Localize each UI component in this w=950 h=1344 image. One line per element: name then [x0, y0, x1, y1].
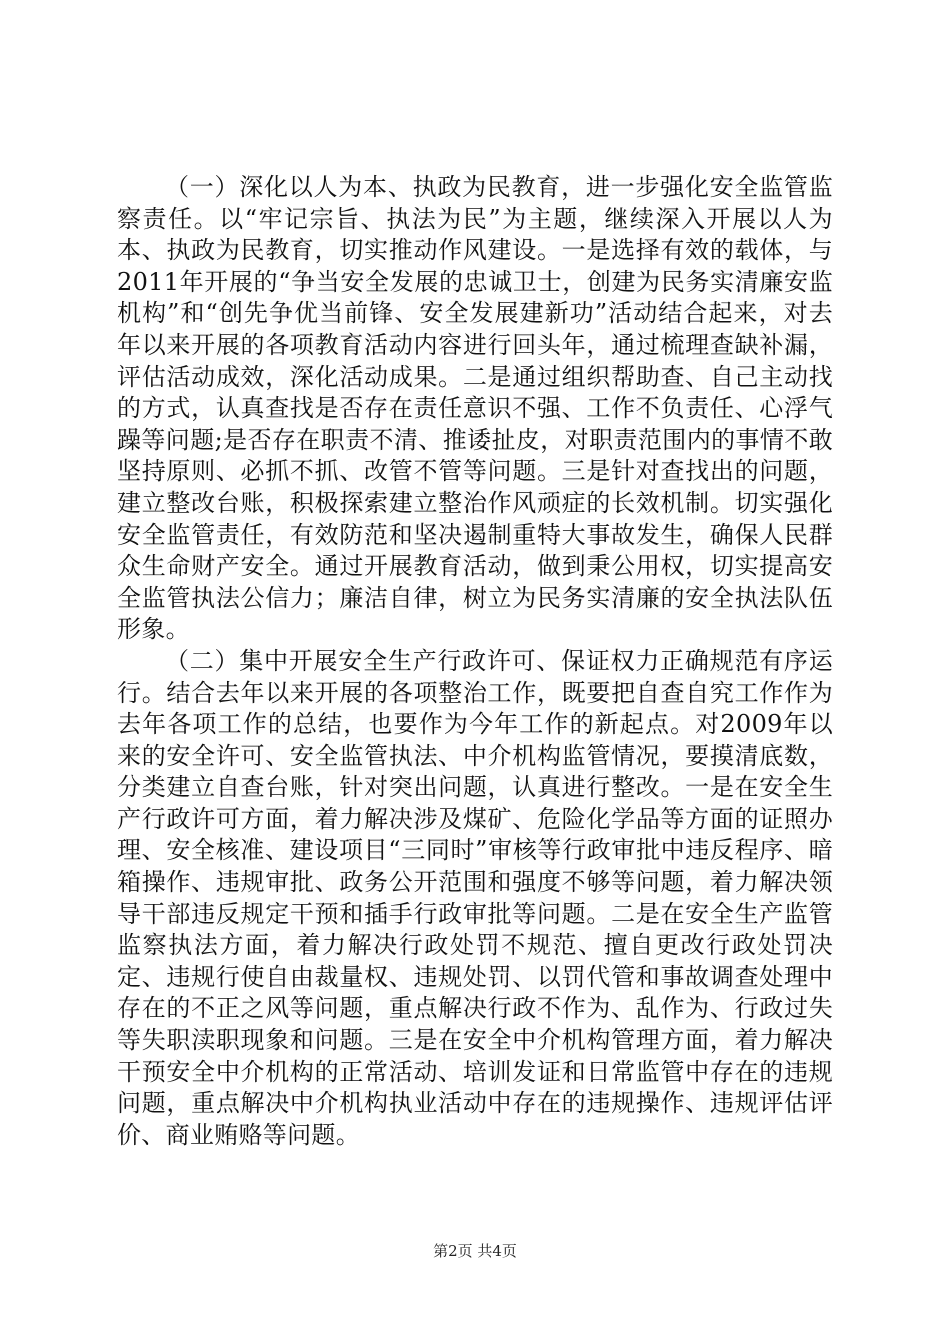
- paragraph-section-two: （二）集中开展安全生产行政许可、保证权力正确规范有序运行。结合去年以来开展的各项整治工作，既要把自查自究工作作为去年各项工作的总结，也要作为今年工作的新起点。对2009年以来的安全许可、安全监管执法、中介机构监管情况，要摸清底数，分类建立自查台账，针对突出问题，认真进行整改。一是在安全生产行政许可方面，着力解决涉及煤矿、危险化学品等方面的证照办理、安全核准、建设项目“三同时”审核等行政审批中违反程序、暗箱操作、违规审批、政务公开范围和强度不够等问题，着力解决领导干部违反规定干预和插手行政审批等问题。二是在安全生产监管监察执法方面，着力解决行政处罚不规范、擅自更改行政处罚决定、违规行使自由裁量权、违规处罚、以罚代管和事故调查处理中存在的不正之风等问题，重点解决行政不作为、乱作为、行政过失等失职渎职现象和问题。三是在安全中介机构管理方面，着力解决干预安全中介机构的正常活动、培训发证和日常监管中存在的违规问题，重点解决中介机构执业活动中存在的违规操作、违规评估评价、商业贿赂等问题。: [117, 646, 833, 1149]
- paragraph-section-one: （一）深化以人为本、执政为民教育，进一步强化安全监管监察责任。以“牢记宗旨、执法为民”为主题，继续深入开展以人为本、执政为民教育，切实推动作风建设。一是选择有效的载体，与2011年开展的“争当安全发展的忠诚卫士，创建为民务实清廉安监机构”和“创先争优当前锋、安全发展建新功”活动结合起来，对去年以来开展的各项教育活动内容进行回头年，通过梳理查缺补漏，评估活动成效，深化活动成果。二是通过组织帮助查、自己主动找的方式，认真查找是否存在责任意识不强、工作不负责任、心浮气躁等问题;是否存在职责不清、推诿扯皮，对职责范围内的事情不敢坚持原则、必抓不抓、改管不管等问题。三是针对查找出的问题，建立整改台账，积极探索建立整治作风顽症的长效机制。切实强化安全监管责任，有效防范和坚决遏制重特大事故发生，确保人民群众生命财产安全。通过开展教育活动，做到秉公用权，切实提高安全监管执法公信力；廉洁自律，树立为民务实清廉的安全执法队伍形象。: [117, 173, 833, 644]
- page-footer: 第2页 共4页: [433, 1242, 517, 1260]
- document-body: [117, 172, 833, 1151]
